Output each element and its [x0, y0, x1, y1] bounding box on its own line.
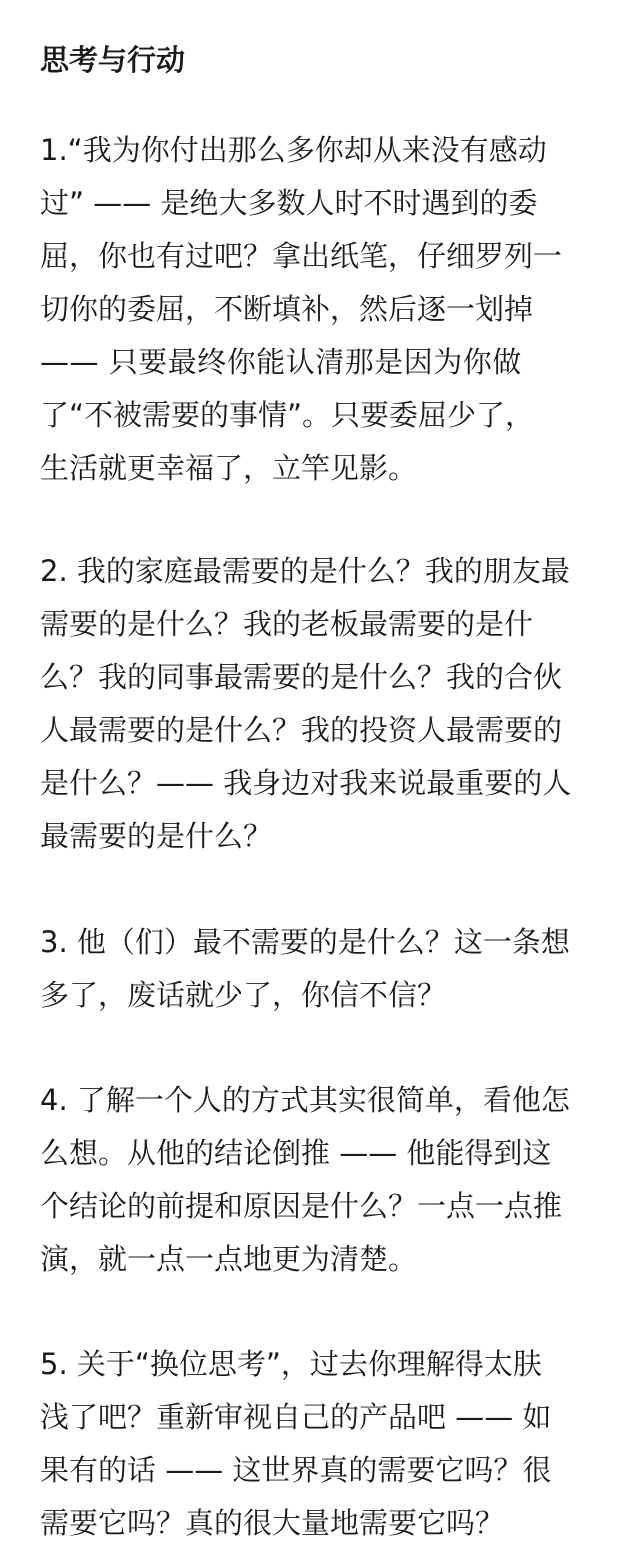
- paragraph-line: 最需要的是什么？: [40, 819, 273, 853]
- paragraph-line: 是什么？—— 我身边对我来说最重要的人: [40, 766, 572, 800]
- paragraph-line: 5. 关于“换位思考”，过去你理解得太肤: [40, 1347, 542, 1381]
- paragraph-line: 果有的话 —— 这世界真的需要它吗？很: [40, 1453, 552, 1487]
- paragraph-line: —— 只要最终你能认清那是因为你做: [40, 345, 522, 379]
- paragraph-line: 切你的委屈，不断填补，然后逐一划掉: [40, 292, 534, 326]
- paragraph-line: 么？我的同事最需要的是什么？我的合伙: [40, 660, 563, 694]
- paragraph-line: 生活就更幸福了，立竿见影。: [40, 451, 418, 485]
- paragraph-4: [40, 1074, 602, 1286]
- paragraph-line: 浅了吧？重新审视自己的产品吧 —— 如: [40, 1400, 552, 1434]
- paragraph-2: [40, 545, 602, 863]
- paragraph-line: 人最需要的是什么？我的投资人最需要的: [40, 713, 563, 747]
- paragraph-line: 了“不被需要的事情”。只要委屈少了，: [40, 398, 535, 432]
- paragraph-line: 演，就一点一点地更为清楚。: [40, 1242, 418, 1276]
- paragraph-line: 多了，废话就少了，你信不信？: [40, 978, 447, 1012]
- paragraph-1: [40, 124, 602, 495]
- paragraph-3: [40, 916, 602, 1022]
- paragraph-line: 2. 我的家庭最需要的是什么？我的朋友最: [40, 554, 570, 588]
- paragraph-line: 屈，你也有过吧？拿出纸笔，仔细罗列一: [40, 239, 563, 273]
- paragraph-5: [40, 1338, 602, 1550]
- paragraph-line: 需要它吗？真的很大量地需要它吗？: [40, 1506, 505, 1540]
- paragraph-line: 3. 他（们）最不需要的是什么？这一条想: [40, 925, 570, 959]
- paragraph-line: 过” —— 是绝大多数人时不时遇到的委: [40, 186, 538, 220]
- paragraph-line: 需要的是什么？我的老板最需要的是什: [40, 607, 534, 641]
- paragraph-line: 么想。从他的结论倒推 —— 他能得到这: [40, 1136, 552, 1170]
- paragraph-line: 4. 了解一个人的方式其实很简单，看他怎: [40, 1083, 570, 1117]
- paragraph-line: 1.“我为你付出那么多你却从来没有感动: [40, 133, 547, 167]
- article-heading: 思考与行动: [40, 43, 186, 77]
- paragraph-line: 个结论的前提和原因是什么？一点一点推: [40, 1189, 563, 1223]
